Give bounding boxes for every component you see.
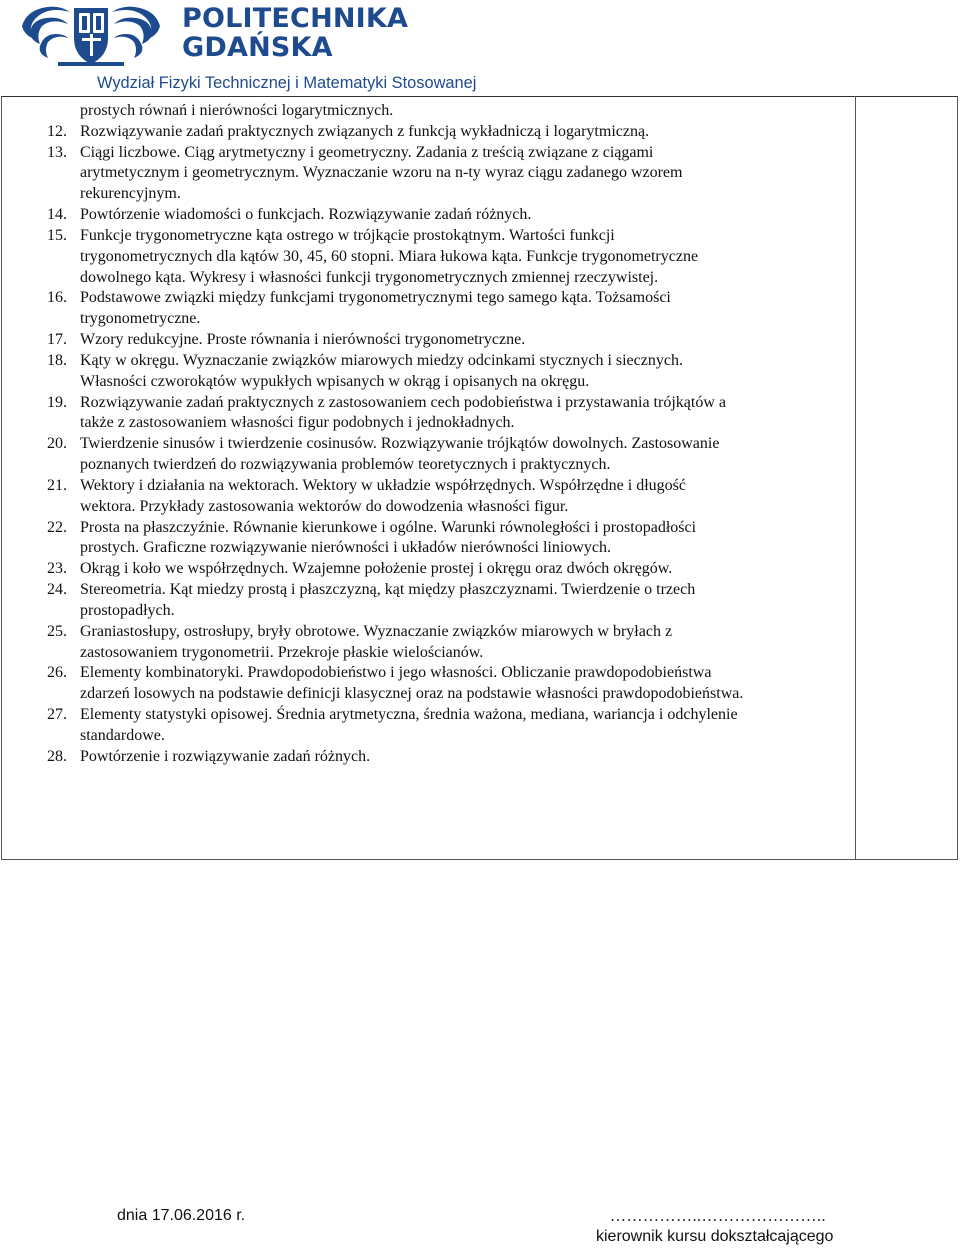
signature-caption: kierownik kursu dokształcającego: [596, 1228, 834, 1245]
list-item-text: Podstawowe związki między funkcjami trygonometrycznymi tego samego kąta. Tożsamości: [80, 289, 671, 307]
list-item: [0, 309, 856, 330]
list-item-text: Kąty w okręgu. Wyznaczanie związków miarowych miedzy odcinkami stycznych i siecznych.: [80, 351, 683, 369]
list-item: [0, 601, 856, 622]
list-item: [0, 434, 856, 455]
list-item-text: prostych równań i nierówności logarytmicznych.: [80, 102, 394, 119]
list-item-text: Funkcje trygonometryczne kąta ostrego w trójkącie prostokątnym. Wartości funkcji: [80, 226, 615, 244]
list-item-text: Ciągi liczbowe. Ciąg arytmetyczny i geometryczny. Zadania z treścią związane z ciągami: [80, 143, 654, 161]
list-item-number: 16.: [47, 289, 67, 307]
list-item-number: 26.: [47, 664, 67, 682]
list-item-text: zdarzeń losowych na podstawie definicji klasycznej oraz na podstawie własności prawdopodobieństwa.: [80, 685, 744, 703]
list-item-number: 19.: [47, 393, 67, 411]
list-item-number: 14.: [47, 206, 67, 224]
list-item: [0, 247, 856, 268]
list-item-number: 21.: [47, 476, 67, 494]
list-item: [0, 288, 856, 309]
signature-line: ……………..…………………..: [610, 1208, 826, 1225]
list-item-text: Wzory redukcyjne. Proste równania i nierówności trygonometryczne.: [80, 331, 526, 349]
document-date: dnia 17.06.2016 r.: [117, 1207, 246, 1224]
university-name: [182, 4, 408, 62]
list-item: [0, 559, 856, 580]
list-item: [0, 372, 856, 393]
faculty-name: Wydział Fizyki Technicznej i Matematyki Stosowanej: [97, 74, 477, 92]
list-item: [0, 143, 856, 164]
list-item: [0, 455, 856, 476]
list-item-text: Powtórzenie wiadomości o funkcjach. Rozwiązywanie zadań różnych.: [80, 206, 532, 224]
list-item-text: poznanych twierdzeń do rozwiązywania problemów teoretycznych i praktycznych.: [80, 456, 611, 474]
list-item: [0, 476, 856, 497]
list-item: [0, 226, 856, 247]
list-item: [0, 663, 856, 684]
list-item-text: Elementy statystyki opisowej. Średnia arytmetyczna, średnia ważona, mediana, wariancja i odchylenie: [80, 706, 738, 724]
list-item: [0, 122, 856, 143]
list-item-text: Wektory i działania na wektorach. Wektory w układzie współrzędnych. Współrzędne i długość: [80, 476, 686, 494]
list-item: [0, 497, 856, 518]
list-item-text: Rozwiązywanie zadań praktycznych z zastosowaniem cech podobieństwa i przystawania trójkątów a: [80, 393, 726, 411]
list-item-number: 25.: [47, 622, 67, 640]
list-item-number: 18.: [47, 351, 67, 369]
list-item: [0, 393, 856, 414]
list-item-number: 28.: [47, 747, 67, 765]
list-item-text: arytmetycznym i geometrycznym. Wyznaczanie wzoru na n-ty wyraz ciągu zadanego wzorem: [80, 164, 683, 182]
list-item: [0, 705, 856, 726]
list-item: [0, 580, 856, 601]
list-item: [0, 538, 856, 559]
university-name-line2: GDAŃSKA: [182, 32, 333, 63]
list-item-text: Prosta na płaszczyźnie. Równanie kierunkowe i ogólne. Warunki równoległości i prostopadłości: [80, 518, 697, 536]
list-item: [0, 163, 856, 184]
list-item: [0, 518, 856, 539]
list-item-text: standardowe.: [80, 726, 165, 744]
list-item-text: Własności czworokątów wypukłych wpisanych w okrąg i opisanych na okręgu.: [80, 372, 590, 390]
list-item: [0, 101, 856, 122]
list-item-text: Graniastosłupy, ostrosłupy, bryły obrotowe. Wyznaczanie związków miarowych w bryłach z: [80, 622, 673, 640]
list-item-text: Powtórzenie i rozwiązywanie zadań różnych.: [80, 747, 371, 765]
list-item: [0, 413, 856, 434]
list-item: [0, 684, 856, 705]
list-item-text: zastosowaniem trygonometrii. Przekroje płaskie wielościanów.: [80, 643, 484, 661]
list-item-text: wektora. Przykłady zastosowania wektorów do dowodzenia własności figur.: [80, 497, 569, 515]
list-item-number: 24.: [47, 581, 67, 599]
list-item: [0, 268, 856, 289]
list-item-text: prostopadłych.: [80, 601, 175, 619]
list-item: [0, 184, 856, 205]
list-item-number: 23.: [47, 560, 67, 578]
university-crest-logo: [18, 4, 164, 68]
list-item: [0, 747, 856, 768]
list-item-number: 12.: [47, 122, 67, 140]
list-item-number: 15.: [47, 226, 67, 244]
list-item-text: dowolnego kąta. Wykresy i własności funkcji trygonometrycznych zmiennej rzeczywistej.: [80, 268, 659, 286]
list-item: [0, 351, 856, 372]
list-item: [0, 330, 856, 351]
list-item-number: 17.: [47, 331, 67, 349]
list-item-text: także z zastosowaniem własności figur podobnych i jednokładnych.: [80, 414, 515, 432]
list-item-text: Rozwiązywanie zadań praktycznych związanych z funkcją wykładniczą i logarytmiczną.: [80, 122, 650, 140]
list-item-text: Elementy kombinatoryki. Prawdopodobieństwo i jego własności. Obliczanie prawdopodobieństwa: [80, 664, 712, 682]
list-item-number: 13.: [47, 143, 67, 161]
list-item: [0, 205, 856, 226]
list-item-text: Stereometria. Kąt miedzy prostą i płaszczyzną, kąt między płaszczyznami. Twierdzenie o trzech: [80, 581, 696, 599]
university-name-line1: POLITECHNIKA: [182, 3, 409, 34]
list-item: [0, 726, 856, 747]
list-item: [0, 643, 856, 664]
list-item-text: Twierdzenie sinusów i twierdzenie cosinusów. Rozwiązywanie trójkątów dowolnych. Zastosowanie: [80, 435, 720, 453]
list-item-text: rekurencyjnym.: [80, 185, 181, 203]
list-item-text: Okrąg i koło we współrzędnych. Wzajemne położenie prostej i okręgu oraz dwóch okręgów.: [80, 560, 673, 578]
list-item-text: trygonometrycznych dla kątów 30, 45, 60 stopni. Miara łukowa kąta. Funkcje trygonometryczne: [80, 247, 699, 265]
list-item-text: prostych. Graficzne rozwiązywanie nierówności i układów nierówności liniowych.: [80, 539, 611, 557]
list-item-number: 22.: [47, 518, 67, 536]
list-item-number: 20.: [47, 435, 67, 453]
list-item-number: 27.: [47, 706, 67, 724]
list-item: [0, 622, 856, 643]
list-item-text: trygonometryczne.: [80, 310, 201, 328]
